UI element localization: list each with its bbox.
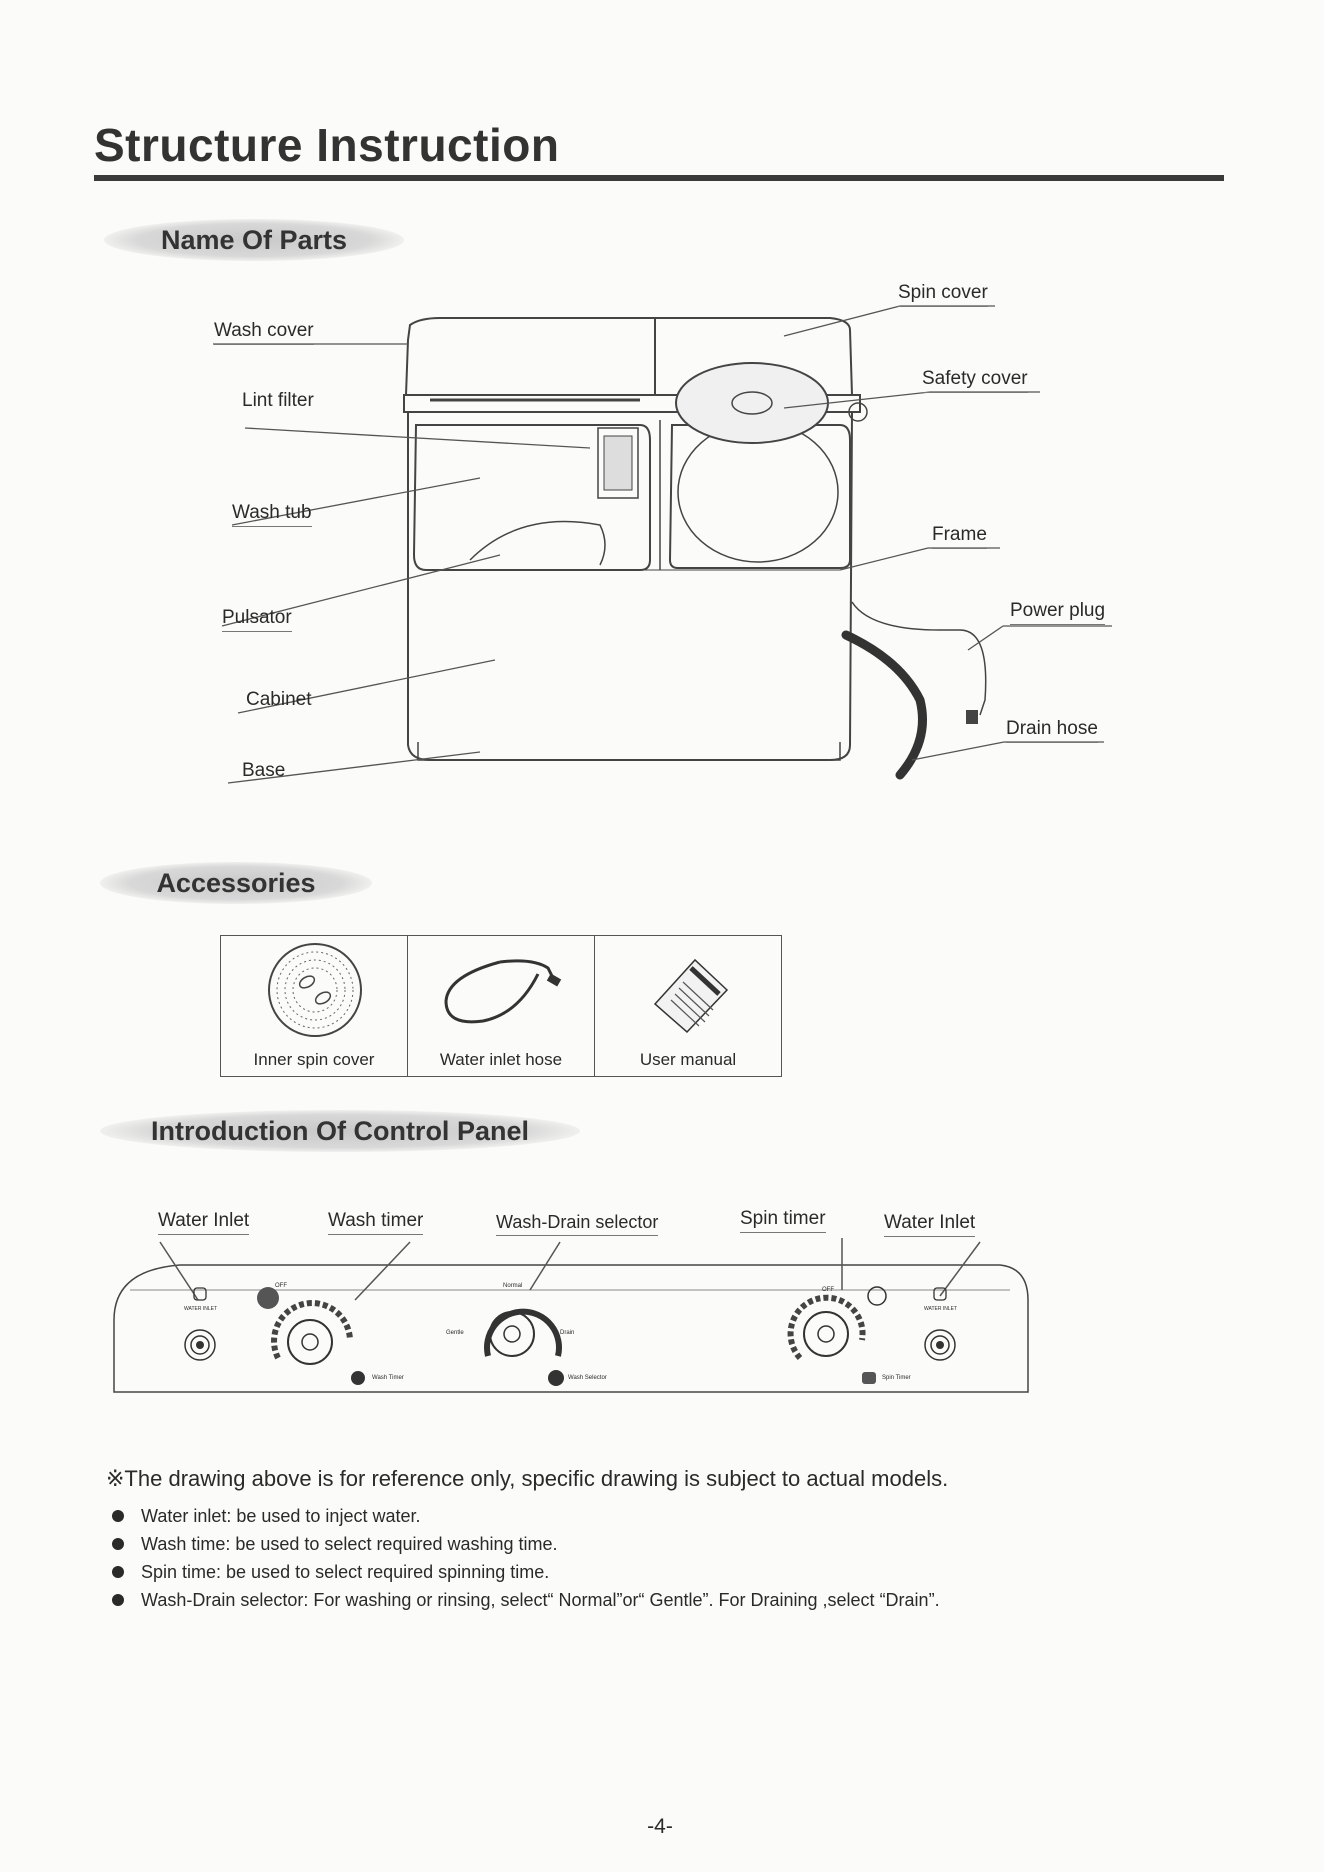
section-control-panel: Introduction Of Control Panel — [100, 1110, 580, 1152]
control-panel-diagram — [0, 1230, 1324, 1400]
accessory-label: Water inlet hose — [439, 1050, 563, 1069]
dial-mark-drain: Drain — [560, 1330, 575, 1336]
label-water-inlet-left: Water Inlet — [158, 1210, 249, 1235]
dial-mark-gentle: Gentle — [446, 1330, 464, 1336]
page-title: Structure Instruction — [94, 119, 560, 171]
dial-caption-wash-timer: Wash Timer — [372, 1375, 404, 1381]
label-cabinet: Cabinet — [246, 689, 312, 710]
section-name-of-parts: Name Of Parts — [104, 219, 404, 261]
section-accessories: Accessories — [100, 862, 372, 904]
accessory-label: Inner spin cover — [253, 1050, 375, 1069]
dial-caption-water-inlet-right: WATER INLET — [924, 1306, 958, 1312]
label-spin-timer: Spin timer — [740, 1208, 826, 1233]
label-wash-tub: Wash tub — [232, 502, 312, 527]
disclaimer-note: ※The drawing above is for reference only, specific drawing is subject to actual models. — [106, 1466, 949, 1491]
list-item: Spin time: be used to select required spinning time. — [112, 1558, 1212, 1586]
wash-drain-selector-dial — [487, 1312, 564, 1386]
label-lint-filter: Lint filter — [242, 390, 314, 411]
inner-spin-cover-icon — [265, 940, 365, 1040]
dial-caption-wash-selector: Wash Selector — [568, 1375, 607, 1381]
list-item: Water inlet: be used to inject water. — [112, 1502, 1212, 1530]
accessory-item — [595, 936, 781, 1076]
notes-list — [112, 1502, 1212, 1614]
safety-cover-disc — [676, 363, 828, 443]
label-safety-cover: Safety cover — [922, 368, 1028, 393]
bullet-icon — [112, 1566, 124, 1578]
label-frame: Frame — [932, 524, 987, 549]
list-item: Wash-Drain selector: For washing or rinsing, select“ Normal”or“ Gentle”. For Draining ,select “Drain”. — [112, 1586, 1212, 1614]
dial-mark-off-spin: OFF — [822, 1287, 834, 1293]
label-drain-hose: Drain hose — [1006, 718, 1098, 743]
wash-timer-dial — [257, 1287, 365, 1385]
label-water-inlet-right: Water Inlet — [884, 1212, 975, 1237]
list-item: Wash time: be used to select required washing time. — [112, 1530, 1212, 1558]
dial-mark-off-wash: OFF — [275, 1283, 287, 1289]
drain-hose — [846, 635, 923, 775]
dial-mark-normal: Normal — [503, 1283, 523, 1289]
label-wash-cover: Wash cover — [214, 320, 314, 345]
water-inlet-left-icon — [184, 1288, 218, 1360]
dial-caption-water-inlet-left: WATER INLET — [184, 1306, 218, 1312]
panel-outline — [114, 1265, 1028, 1392]
label-base: Base — [242, 760, 286, 781]
bullet-icon — [112, 1594, 124, 1606]
page-number: -4- — [647, 1815, 673, 1838]
accessory-item — [221, 936, 408, 1076]
water-inlet-right-icon — [924, 1288, 958, 1360]
label-wash-drain-selector: Wash-Drain selector — [496, 1212, 658, 1236]
dial-caption-spin-timer: Spin Timer — [882, 1375, 911, 1381]
bullet-icon — [112, 1510, 124, 1522]
base-outline — [418, 742, 840, 760]
power-plug-head — [966, 710, 978, 724]
spin-timer-dial — [791, 1287, 886, 1384]
washing-machine-diagram — [0, 0, 1324, 880]
label-power-plug: Power plug — [1010, 600, 1105, 625]
label-spin-cover: Spin cover — [898, 282, 988, 307]
pulsator — [470, 522, 605, 565]
accessory-item — [408, 936, 595, 1076]
label-wash-timer: Wash timer — [328, 1210, 423, 1235]
water-inlet-hose-icon — [438, 946, 568, 1036]
bullet-icon — [112, 1538, 124, 1550]
label-pulsator: Pulsator — [222, 607, 292, 632]
user-manual-icon — [645, 954, 735, 1034]
accessories-table — [220, 935, 782, 1077]
accessory-label: User manual — [639, 1050, 737, 1069]
